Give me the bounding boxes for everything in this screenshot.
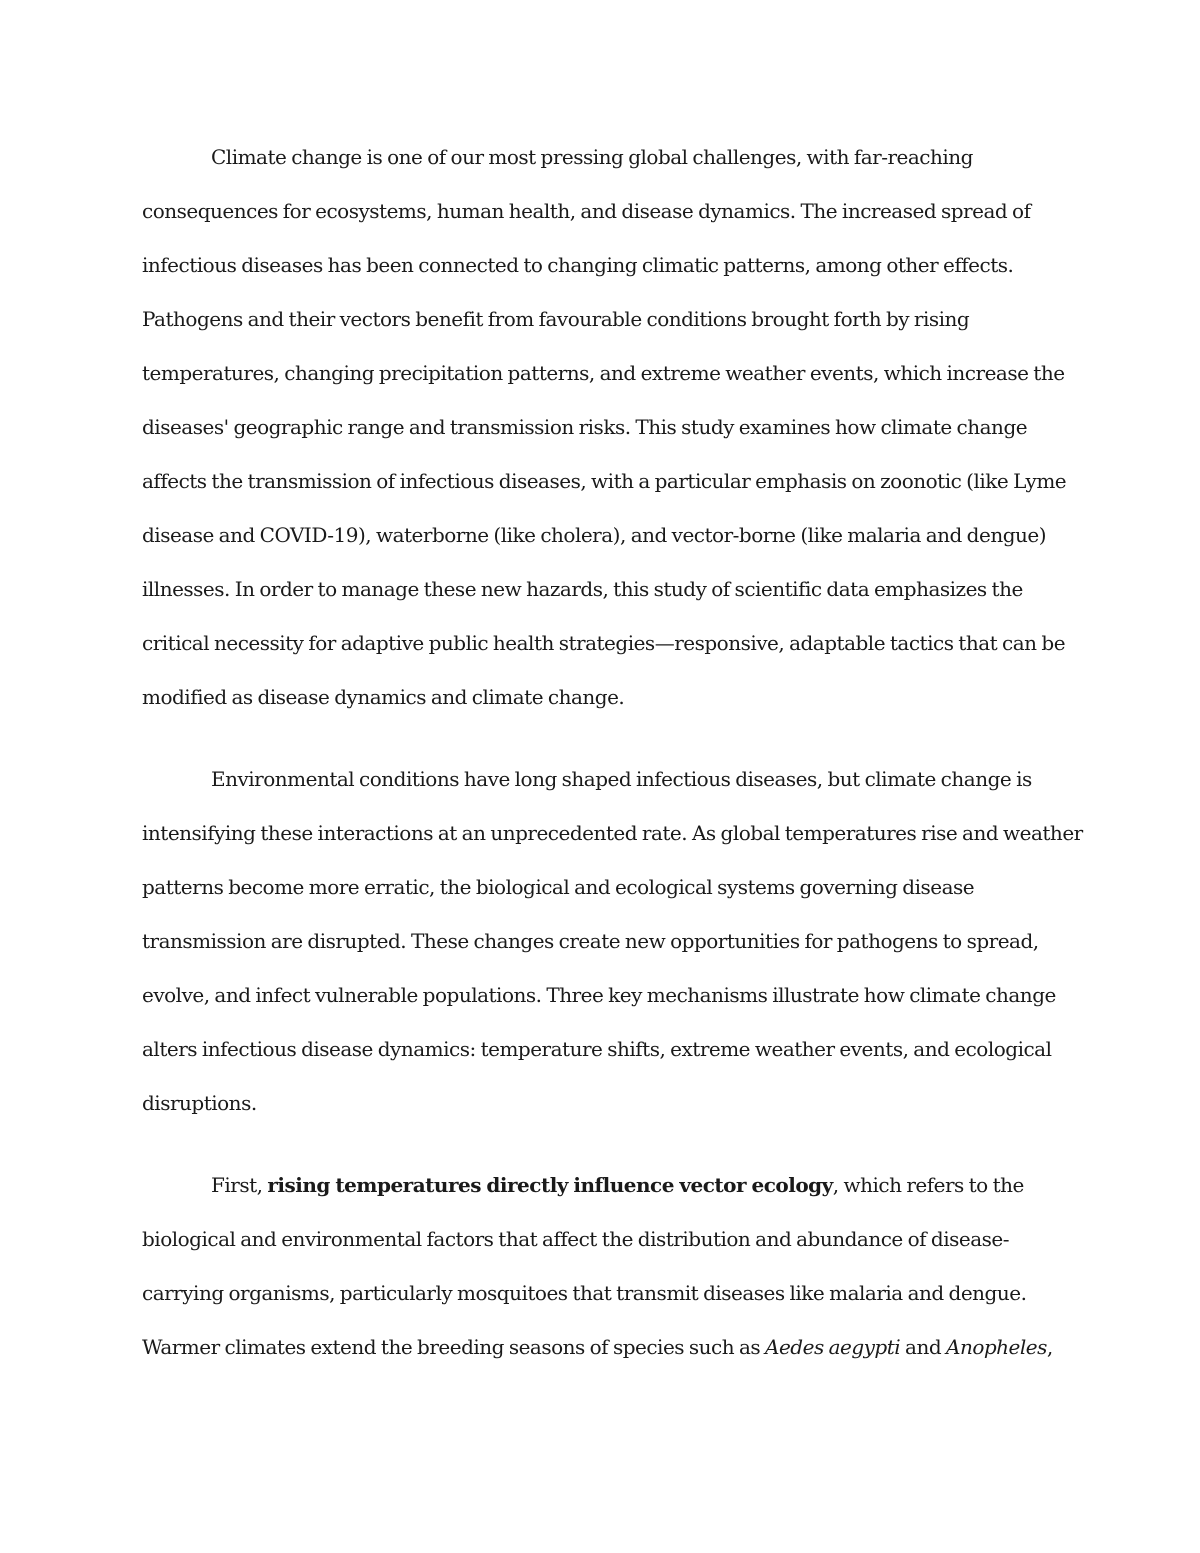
text-line: temperatures, changing precipitation patterns, and extreme weather events, which increase the	[142, 361, 1065, 385]
species-name: Anopheles	[946, 1335, 1047, 1359]
text-line: illnesses. In order to manage these new hazards, this study of scientific data emphasizes the	[142, 577, 1023, 601]
text-run: First,	[211, 1173, 268, 1197]
text-line: patterns become more erratic, the biological and ecological systems governing disease	[142, 875, 975, 899]
text-run: , which refers to the	[832, 1173, 1024, 1197]
text-line: Environmental conditions have long shaped infectious diseases, but climate change is	[211, 767, 1032, 791]
text-line: intensifying these interactions at an unprecedented rate. As global temperatures rise and weather	[142, 821, 1083, 845]
text-line: evolve, and infect vulnerable populations. Three key mechanisms illustrate how climate change	[142, 983, 1056, 1007]
text-line	[211, 1171, 1024, 1199]
text-line: alters infectious disease dynamics: temperature shifts, extreme weather events, and ecological	[142, 1037, 1052, 1061]
text-line: consequences for ecosystems, human health, and disease dynamics. The increased spread of	[142, 199, 1031, 223]
text-line: transmission are disrupted. These changes create new opportunities for pathogens to spread,	[142, 929, 1039, 953]
text-line	[142, 1333, 1053, 1361]
text-line: disease and COVID-19), waterborne (like cholera), and vector-borne (like malaria and dengue)	[142, 523, 1047, 547]
text-line: infectious diseases has been connected to changing climatic patterns, among other effects.	[142, 253, 1014, 277]
text-line: Climate change is one of our most pressing global challenges, with far-reaching	[211, 145, 973, 169]
text-line: Pathogens and their vectors benefit from favourable conditions brought forth by rising	[142, 307, 970, 331]
text-line: modified as disease dynamics and climate change.	[142, 685, 625, 709]
text-run: Warmer climates extend the breeding seasons of species such as	[142, 1335, 766, 1359]
bold-phrase: rising temperatures directly influence vector ecology	[267, 1173, 833, 1197]
text-line: diseases' geographic range and transmission risks. This study examines how climate change	[142, 415, 1028, 439]
text-line: disruptions.	[142, 1091, 257, 1115]
text-run: and	[900, 1335, 946, 1359]
text-line: carrying organisms, particularly mosquitoes that transmit diseases like malaria and dengue.	[142, 1281, 1027, 1305]
text-line: critical necessity for adaptive public health strategies—responsive, adaptable tactics that can be	[142, 631, 1066, 655]
text-run: ,	[1046, 1335, 1053, 1359]
species-name: Aedes aegypti	[765, 1335, 901, 1359]
text-line: biological and environmental factors that affect the distribution and abundance of disease-	[142, 1227, 1009, 1251]
text-line: affects the transmission of infectious diseases, with a particular emphasis on zoonotic (like Lyme	[142, 469, 1067, 493]
